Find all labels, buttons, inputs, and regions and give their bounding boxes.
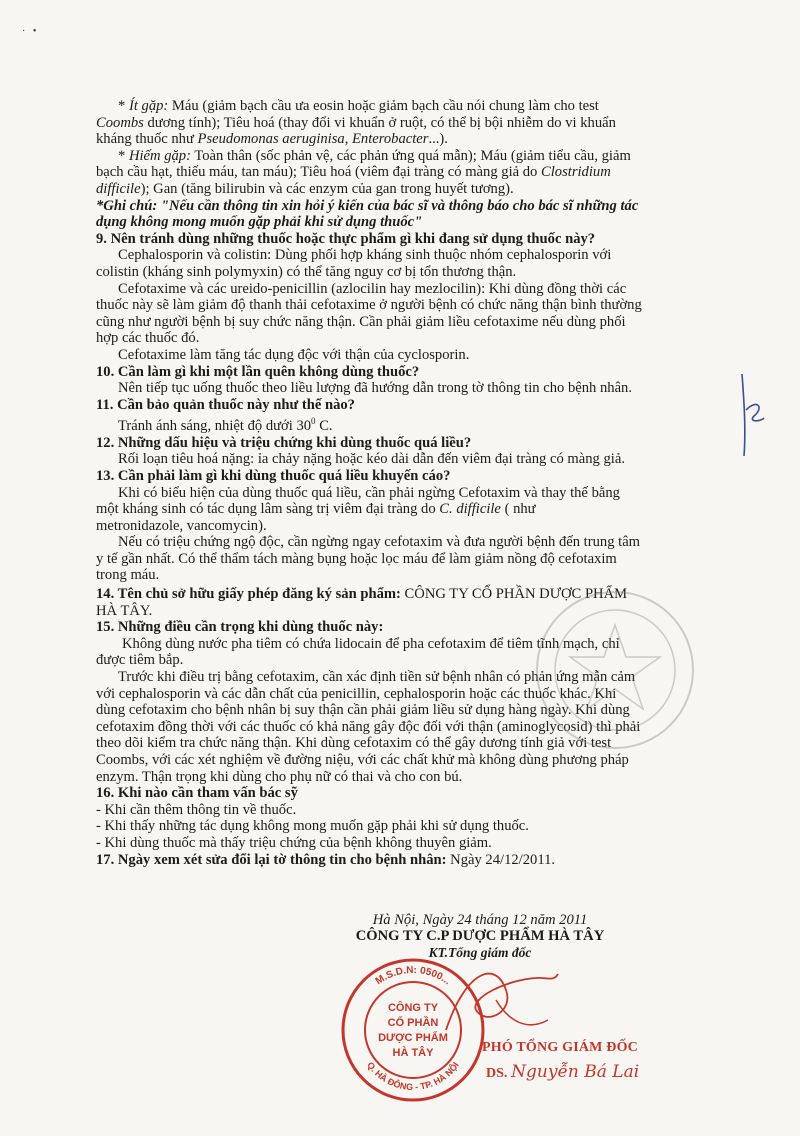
text-line: Trước khi điều trị bằng cefotaxim, cần xác định tiền sử bệnh nhân có phản ứng mẫn cảm	[118, 669, 636, 686]
signature-scribble-icon	[436, 950, 566, 1050]
text-line: Cefotaxime làm tăng tác dụng độc với thận của cyclosporin.	[118, 346, 470, 363]
text-line: colistin (kháng sinh polymyxin) có thể tăng nguy cơ bị tổn thương thận.	[96, 263, 517, 280]
handwritten-mark-icon	[730, 370, 770, 460]
note-line: *Ghi chú: "Nếu cần thông tin xin hỏi ý kiến của bác sĩ và thông báo cho bác sĩ những tác	[96, 197, 639, 214]
list-item: - Khi dùng thuốc mà thấy triệu chứng của bệnh không thuyên giảm.	[96, 834, 492, 851]
section-heading-11: 11. Cần bảo quản thuốc này như thế nào?	[96, 396, 355, 413]
text-line: hợp các thuốc đó.	[96, 330, 200, 347]
text-line: Tránh ánh sáng, nhiệt độ dưới $30^0$ C.	[118, 416, 333, 435]
text-line: Nên tiếp tục uống thuốc theo liều lượng đã hướng dẫn trong tờ thông tin cho bệnh nhân.	[118, 380, 632, 397]
text-line: * Ít gặp: Máu (giảm bạch cầu ưa eosin hoặc giảm bạch cầu nói chung làm cho test	[118, 98, 599, 114]
text-line: kháng thuốc như Pseudomonas aeruginisa, Enterobacter...).	[96, 131, 448, 148]
text-line: dùng cefotaxim cho bệnh nhân bị suy thận cần phải giảm liều sử dụng hàng ngày. Khi dùng	[96, 702, 630, 719]
section-heading-10: 10. Cần làm gì khi một lần quên không dùng thuốc?	[96, 363, 420, 380]
text-line: bạch cầu hạt, thiếu máu, tan máu); Tiêu hoá (viêm đại tràng có màng giả do Clostridium	[96, 164, 611, 181]
text-line: một kháng sinh có tác dụng lâm sàng trị viêm đại tràng do C. difficile ( như	[96, 501, 536, 518]
text-line: Cephalosporin và colistin: Dùng phối hợp kháng sinh thuộc nhóm cephalosporin với	[118, 247, 612, 264]
stamp-line-3: DƯỢC PHẨM	[378, 1032, 448, 1044]
text-line: Khi có biểu hiện của dùng thuốc quá liều, cần phải ngừng Cefotaxim và thay thế bằng	[118, 484, 620, 501]
list-item: - Khi cần thêm thông tin về thuốc.	[96, 801, 297, 818]
text-line: metronidazole, vancomycin).	[96, 517, 267, 534]
section-heading-12: 12. Những dấu hiệu và triệu chứng khi dùng thuốc quá liều?	[96, 434, 472, 451]
section-heading-13: 13. Cần phải làm gì khi dùng thuốc quá liều khuyến cáo?	[96, 467, 451, 484]
scan-speck: · •	[22, 26, 37, 37]
text-line: difficile); Gan (tăng bilirubin và các enzym của gan trong huyết tương).	[96, 180, 514, 197]
text-line: y tế gần nhất. Có thể thẩm tách màng bụng hoặc lọc máu để làm giảm nồng độ cefotaxim	[96, 550, 617, 567]
stamp-line-1: CÔNG TY	[387, 1002, 439, 1014]
text-line: với cephalosporin và các dẫn chất của penicillin, cephalosporin hoặc các thuốc khác. Khi	[96, 685, 617, 702]
section-heading-17: 17. Ngày xem xét sửa đổi lại tờ thông tin cho bệnh nhân: Ngày 24/12/2011.	[96, 851, 556, 868]
signature-name: DS. Nguyễn Bá Lai	[486, 1062, 640, 1082]
signature-role: KT.Tổng giám đốc	[428, 945, 532, 960]
text-line: được tiêm bắp.	[96, 652, 184, 669]
section-heading-15: 15. Những điều cần trọng khi dùng thuốc này:	[96, 619, 384, 636]
text-line: cefotaxim đồng thời với các thuốc có khả năng gây độc đối với thận (aminoglycosid) thì phải	[96, 718, 641, 735]
signature-deputy-title: PHÓ TỔNG GIÁM ĐỐC	[482, 1040, 638, 1055]
text-line: Coombs, với các xét nghiệm về đường niệu, với các chất khử mà không dùng phương pháp	[96, 752, 629, 769]
section-heading-16: 16. Khi nào cần tham vấn bác sỹ	[96, 785, 298, 802]
stamp-ring-top: M.S.D.N: 0500...	[373, 964, 453, 988]
stamp-ring-bottom: Q. HÀ ĐÔNG - TP. HÀ NỘI	[365, 1060, 461, 1093]
stamp-line-2: CỔ PHẦN	[387, 1017, 439, 1029]
section-heading-9: 9. Nên tránh dùng những thuốc hoặc thực phẩm gì khi đang sử dụng thuốc này?	[96, 230, 596, 247]
signature-date: Hà Nội, Ngày 24 tháng 12 năm 2011	[372, 912, 588, 928]
text-line: Cefotaxime và các ureido-penicillin (azlocilin hay mezlocilin): Khi dùng đồng thời các	[118, 280, 627, 297]
list-item: - Khi thấy những tác dụng không mong muốn gặp phải khi sử dụng thuốc.	[96, 818, 529, 835]
text-line: Coombs dương tính); Tiêu hoá (thay đổi vi khuẩn ở ruột, có thể bị bội nhiễm do vi khuẩn	[96, 114, 616, 131]
text-line: Rối loạn tiêu hoá nặng: ỉa chảy nặng hoặc kéo dài dẫn đến viêm đại tràng có màng giả.	[118, 451, 625, 468]
text-line: Không dùng nước pha tiêm có chứa lidocain để pha cefotaxim để tiêm tĩnh mạch, chỉ	[122, 635, 620, 652]
note-line: dụng không mong muốn gặp phải khi sử dụng thuốc"	[96, 214, 423, 231]
text-line: cũng như người bệnh bị suy chức năng thận. Cần phải giảm liều cefotaxime nếu dùng phối	[96, 313, 626, 330]
text-line: enzym. Thận trọng khi dùng cho phụ nữ có thai và cho con bú.	[96, 768, 463, 785]
faint-seal-icon	[530, 585, 700, 755]
stamp-line-4: HÀ TÂY	[392, 1047, 434, 1059]
text-line: theo dõi kiểm tra chức năng thận. Khi dùng cefotaxim có thể gây dương tính giả với test	[96, 735, 612, 752]
text-line: * Hiếm gặp: Toàn thân (sốc phản vệ, các phản ứng quá mẫn); Máu (giảm tiểu cầu, giảm	[118, 147, 631, 164]
section-heading-14: 14. Tên chủ sở hữu giấy phép đăng ký sản phẩm: CÔNG TY CỔ PHẦN DƯỢC PHẨM	[96, 586, 628, 603]
text-line: HÀ TÂY.	[96, 602, 153, 619]
text-line: trong máu.	[96, 567, 160, 584]
signature-company: CÔNG TY C.P DƯỢC PHẨM HÀ TÂY	[355, 928, 605, 944]
text-line: thuốc này sẽ làm giảm độ thanh thải cefotaxime ở người bệnh có chức năng thận bình thường	[96, 297, 642, 314]
text-line: Nếu có triệu chứng ngộ độc, cần ngừng ngay cefotaxim và đưa người bệnh đến trung tâm	[118, 534, 641, 551]
